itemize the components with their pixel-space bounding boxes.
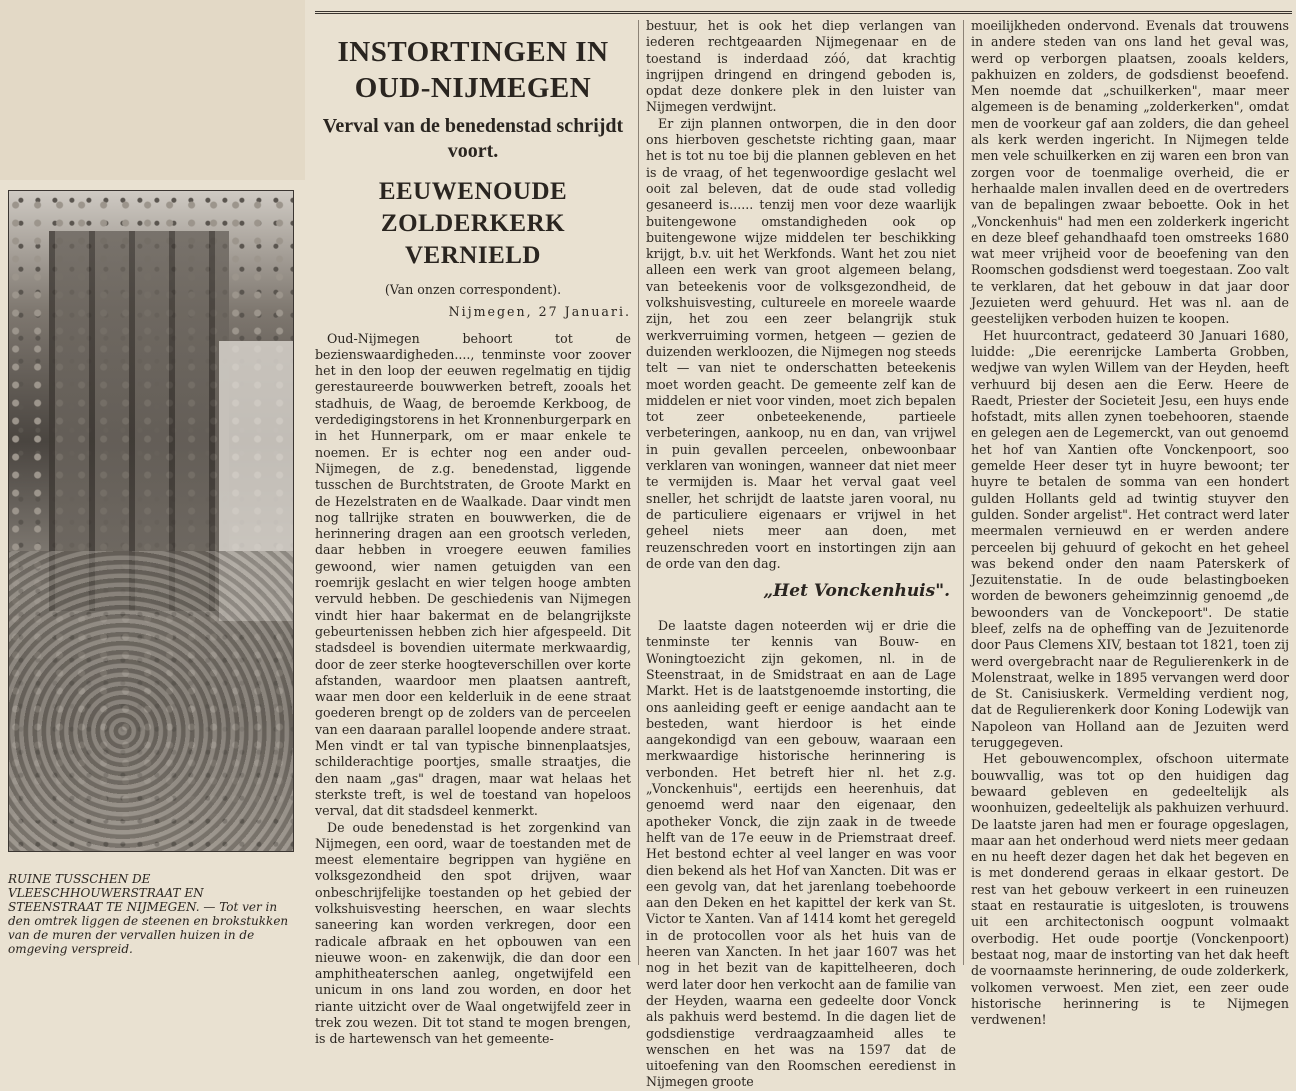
column-rule [963,20,964,965]
dateline: Nijmegen, 27 Januari. [448,304,631,320]
column-rule [638,20,639,965]
blank-margin [0,0,305,180]
photo-caption: RUINE TUSSCHEN DE VLEESCHHOUWERSTRAAT EN STEENSTRAAT TE NIJMEGEN. — Tot ver in den omtrek liggen de steenen en brokstukken van de muren der vervallen huizen in de omgeving verspreid. [8,872,289,956]
paragraph: Oud-Nijmegen behoort tot de bezienswaardigheden...., tenminste voor zoover het in den loop der eeuwen regelmatig en tijdig gerestaureerde bouwwerken betreft, zooals het stadhuis, de Waag, de beroemde Kerkboog, de verdedigingstorens in het Kronnenburgerpark en in het Hunnerpark, om er maar enkele te noemen. Er is echter nog een ander oud-Nijmegen, de z.g. benedenstad, liggende tusschen de Burchtstraten, de Groote Markt en de Hezelstraten en de Waalkade. Daar vindt men nog tallrijke straten en bouwwerken, die de herinnering dragen aan een grootsch verleden, daar hebben in vroegere eeuwen families gewoond, wier namen getuigden van een roemrijk geslacht en wier telgen hooge ambten vervuld hebben. De geschiedenis van Nijmegen vindt hier haar bakermat en de belangrijkste gebeurtenissen hebben zich hier afgespeeld. Dit stadsdeel is bovendien uitermate merkwaardig, door de zeer sterke hoogteverschillen over korte afstanden, waardoor men plaatsen aantreft, waar men door een kelderluik in de eene straat goederen brengt op de zolders van de perceelen van een daaraan parallel loopende andere straat. Men vindt er tal van typische binnenplaatsjes, schilderachtige poortjes, smalle straatjes, die den naam „gas" dragen, maar wat helaas het sterkste treft, is wel de toestand van hopeloos verval, dat dit stadsdeel kenmerkt. [315,330,631,819]
paragraph: moeilijkheden ondervond. Evenals dat trouwens in andere steden van ons land het geval was, werd op verborgen plaatsen, zooals kelders, pakhuizen en zolders, de godsdienst beoefend. Men noemde dat „schuilkerken", maar meer algemeen is de benaming „zolderkerken", omdat men de voorkeur gaf aan zolders, die dan geheel als kerk werden ingericht. In Nijmegen telde men vele schuilkerken en zij waren een bron van zorgen voor de toenmalige overheid, die er herhaalde malen invallen deed en de overtreders van de bepalingen zwaar beboette. Ook in het „Vonckenhuis" had men een zolderkerk ingericht en deze bleef gehandhaafd toen omstreeks 1680 wat meer vrijheid voor de beoefening van den Roomschen godsdienst werd toegestaan. Zoo valt te verklaren, dat het gebouw in dat jaar door Jezuieten werd gehuurd. Het was nl. aan de geestelijken verboden huizen te koopen. [971,18,1289,327]
article-column-1 [315,18,631,1048]
correspondent-note: (Van onzen correspondent). [384,282,562,297]
paragraph: Er zijn plannen ontworpen, die in den door ons hierboven geschetste richting gaan, maar het is tot nu toe bij die plannen gebleven en het is de vraag, of het tegenwoordige geslacht wel ooit zal beleven, dat de oude stad volledig gesaneerd is...... tenzij men voor deze waarlijk buitengewone omstandigheden ook op buitengewone wijze middelen ter beschikking krijgt, b.v. uit het Werkfonds. Want het zou niet alleen een werk van groot algemeen belang, van beteekenis voor de volksgezondheid, de volkshuisvesting, cultureele en moreele waarde zijn, het zou een zeer belangrijk stuk werkverruiming vormen, hetgeen — gezien de duizenden werkloozen, die Nijmegen nog steeds telt — van niet te onderschatten beteekenis moet worden geacht. De gemeente zelf kan de middelen er niet voor vinden, moet zich bepalen tot zeer onbeteekenende, partieele verbeteringen, aankoop, nu en dan, van vrijwel in puin gevallen perceelen, onbewoonbaar verklaren van woningen, wanneer dat niet meer te vermijden is. Maar het verval gaat veel sneller, het schrijdt de laatste jaren vooral, nu de particuliere eigenaars er vrijwel in het geheel niets meer aan doen, met reuzenschreden voort en instortingen zijn aan de orde van den dag. [646,115,956,571]
paragraph: Het huurcontract, gedateerd 30 Januari 1680, luidde: „Die eerenrijcke Lamberta Grobben, wedjwe van wylen Willem van der Heyden, heeft verhuurd bij desen aen die Eerw. Heere de Raedt, Priester der Societeit Jesu, een huys ende hofstadt, mits allen zynen toebehooren, staende en gelegen aen de Legemerckt, van out genoemd het hof van Xantien ofte Vonckenpoort, soo gemelde Heer deser tyt in huyre bewoont; ter huyre te betalen de somma van een hondert gulden Hollants geld ad twintig stuyver den gulden. Sonder argelist". Het contract werd later meermalen vernieuwd en er werden andere perceelen bij gehuurd of gekocht en het geheel was bekend onder den naam Paterskerk of Jezuitenstatie. In de oude belastingboeken worden de bewoners geheimzinnig genoemd „de bewoonders van de Vonckepoort". De statie bleef, zelfs na de opheffing van de Jezuitenorde door Paus Clemens XIV, bestaan tot 1821, toen zij werd overgebracht naar de Regulierenkerk in de Molenstraat, welke in 1895 vervangen werd door de St. Canisiuskerk. Vermelding verdient nog, dat de Regulierenkerk door Koning Lodewijk van Napoleon van Holland aan de Jezuiten werd teruggegeven. [971,327,1289,751]
headline: INSTORTINGEN IN OUD-NIJMEGEN [337,36,609,104]
paragraph: bestuur, het is ook het diep verlangen van iederen rechtgeaarden Nijmegenaar en de toestand is inderdaad zóó, dat krachtig ingrijpen dringend en dringend geboden is, opdat deze donkere plek in den luister van Nijmegen verdwijnt. [646,18,956,115]
photo-rubble [9,551,293,851]
section-heading: „Het Vonckenhuis". [763,581,950,602]
paragraph: Het gebouwencomplex, ofschoon uitermate bouwvallig, was tot op den huidigen dag bewaard gebleven en gedeeltelijk als woonhuizen, gedeeltelijk als pakhuizen verhuurd. De laatste jaren had men er fourage opgeslagen, maar aan het onderhoud werd niets meer gedaan en nu heeft dezer dagen het dak het begeven en is met donderend geraas in elkaar gestort. De rest van het gebouw verkeert in een ruineuzen staat en restauratie is uitgesloten, is trouwens uit een architectonisch oogpunt volmaakt overbodig. Het oude poortje (Vonckenpoort) bestaat nog, maar de instorting van het dak heeft de voornaamste herinnering, de oude zolderkerk, volkomen verwoest. Men ziet, een zeer oude historische herinnering is te Nijmegen verdwenen! [971,751,1289,1028]
headline-2: EEUWENOUDE ZOLDERKERK VERNIELD [378,178,568,269]
article-column-2 [646,18,956,1091]
paragraph: De laatste dagen noteerden wij er drie die tenminste ter kennis van Bouw- en Woningtoezicht zijn gekomen, nl. in de Steenstraat, in de Smidstraat en aan de Lage Markt. Het is de laatstgenoemde instorting, die ons aanleiding geeft er eenige aandacht aan te besteden, want hierdoor is het einde aangekondigd van een gebouw, waaraan een merkwaardige historische herinnering is verbonden. Het betreft hier nl. het z.g. „Vonckenhuis", eertijds een heerenhuis, dat genoemd werd naar den eigenaar, den apotheker Vonck, die zijn zaak in de tweede helft van de 17e eeuw in de Priemstraat dreef. Het bestond echter al veel langer en was voor dien bekend als het Hof van Xancten. Dit was er een gevolg van, dat het jarenlang toebehoorde aan den Deken en het kapittel der kerk van St. Victor te Xanten. Van af 1414 komt het geregeld in de protocollen voor als het huis van de heeren van Xancten. In het jaar 1607 was het nog in het bezit van de kapittelheeren, doch werd later door hen verkocht aan de familie van der Heyden, waarna een gedeelte door Vonck als pakhuis werd bestemd. In die dagen liet de godsdienstige verdraagzaamheid alles te wenschen en het was na 1597 dat de uitoefening van den Roomschen eeredienst in Nijmegen groote [646,618,956,1090]
ruin-photo [8,190,294,852]
paragraph: De oude benedenstad is het zorgenkind van Nijmegen, een oord, waar de toestanden met de meest elementaire begrippen van hygiëne en volksgezondheid den spot drijven, waar onbeschrijfelijke toestanden op het gebied der volkshuisvesting heerschen, en waar slechts saneering kan worden verkregen, door een radicale afbraak en het opbouwen van een nieuwe woon- en zakenwijk, die dan door een amphitheaterschen aanleg, ongetwijfeld een unicum in ons land zou worden, en door het riante uitzicht over de Waal ongetwijfeld zeer in trek zou wezen. Dit tot stand te mogen brengen, is de hartewensch van het gemeente- [315,819,631,1047]
top-rule [315,11,1292,14]
article-column-3 [971,18,1289,1028]
subheadline: Verval van de benedenstad schrijdt voort. [322,115,624,162]
